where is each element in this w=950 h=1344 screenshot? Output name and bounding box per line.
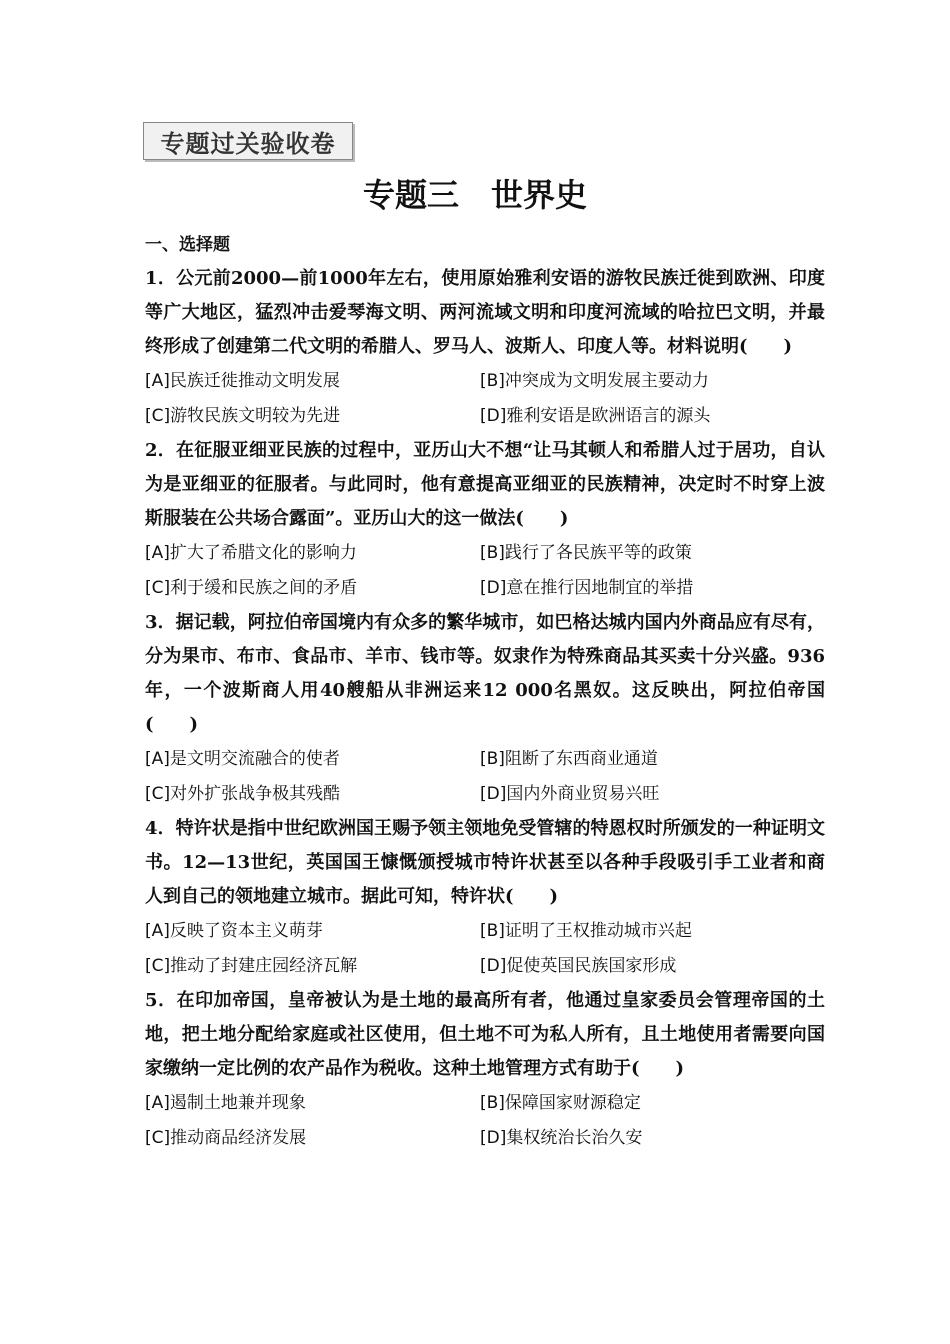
option-d: [D]集权统治长治久安	[480, 1128, 643, 1148]
question-3	[145, 606, 825, 812]
question-list	[145, 228, 825, 1156]
option-grid	[145, 536, 825, 606]
option-d: [D]雅利安语是欧洲语言的源头	[480, 406, 711, 426]
option-d: [D]意在推行因地制宜的举措	[480, 578, 694, 598]
option-b: [B]保障国家财源稳定	[480, 1093, 641, 1113]
section-heading: 一、选择题	[145, 235, 230, 255]
option-grid	[145, 1086, 825, 1156]
question-stem: 2．在征服亚细亚民族的过程中，亚历山大不想“让马其顿人和希腊人过于居功，自认为是亚细亚的征服者。与此同时，他有意提高亚细亚的民族精神，决定时不时穿上波斯服装在公共场合露面”。亚历山大的这一做法( )	[145, 440, 825, 529]
question-1	[145, 262, 825, 434]
option-c: [C]利于缓和民族之间的矛盾	[145, 578, 358, 598]
option-grid	[145, 914, 825, 984]
question-4	[145, 812, 825, 984]
option-c: [C]推动了封建庄园经济瓦解	[145, 956, 358, 976]
question-stem: 4．特许状是指中世纪欧洲国王赐予领主领地免受管辖的特恩权时所颁发的一种证明文书。12—13世纪，英国国王慷慨颁授城市特许状甚至以各种手段吸引手工业者和商人到自己的领地建立城市。据此可知，特许状( )	[145, 818, 825, 907]
page-title: 专题三 世界史	[362, 176, 587, 214]
option-grid	[145, 742, 825, 812]
option-grid	[145, 364, 825, 434]
question-stem: 5．在印加帝国，皇帝被认为是土地的最高所有者，他通过皇家委员会管理帝国的土地，把土地分配给家庭或社区使用，但土地不可为私人所有，且土地使用者需要向国家缴纳一定比例的农产品作为税收。这种土地管理方式有助于( )	[145, 990, 825, 1079]
question-5	[145, 984, 825, 1156]
option-a: [A]遏制土地兼并现象	[145, 1093, 306, 1113]
option-a: [A]扩大了希腊文化的影响力	[145, 543, 357, 563]
option-c: [C]游牧民族文明较为先进	[145, 406, 341, 426]
option-b: [B]阻断了东西商业通道	[480, 749, 658, 769]
option-b: [B]冲突成为文明发展主要动力	[480, 371, 709, 391]
option-c: [C]对外扩张战争极其残酷	[145, 784, 341, 804]
option-b: [B]证明了王权推动城市兴起	[480, 921, 692, 941]
option-a: [A]民族迁徙推动文明发展	[145, 371, 340, 391]
question-stem: 3．据记载，阿拉伯帝国境内有众多的繁华城市，如巴格达城内国内外商品应有尽有，分为果市、布市、食品市、羊市、钱市等。奴隶作为特殊商品其买卖十分兴盛。936年，一个波斯商人用40艘船从非洲运来12 000名黑奴。这反映出，阿拉伯帝国( )	[145, 612, 825, 735]
option-b: [B]践行了各民族平等的政策	[480, 543, 692, 563]
section-stamp-label: 专题过关验收卷	[143, 122, 353, 160]
option-a: [A]是文明交流融合的使者	[145, 749, 340, 769]
question-stem: 1．公元前2000—前1000年左右，使用原始雅利安语的游牧民族迁徙到欧洲、印度等广大地区，猛烈冲击爱琴海文明、两河流域文明和印度河流域的哈拉巴文明，并最终形成了创建第二代文明的希腊人、罗马人、波斯人、印度人等。材料说明( )	[145, 268, 825, 357]
option-a: [A]反映了资本主义萌芽	[145, 921, 323, 941]
question-2	[145, 434, 825, 606]
option-d: [D]国内外商业贸易兴旺	[480, 784, 660, 804]
option-d: [D]促使英国民族国家形成	[480, 956, 677, 976]
option-c: [C]推动商品经济发展	[145, 1128, 307, 1148]
